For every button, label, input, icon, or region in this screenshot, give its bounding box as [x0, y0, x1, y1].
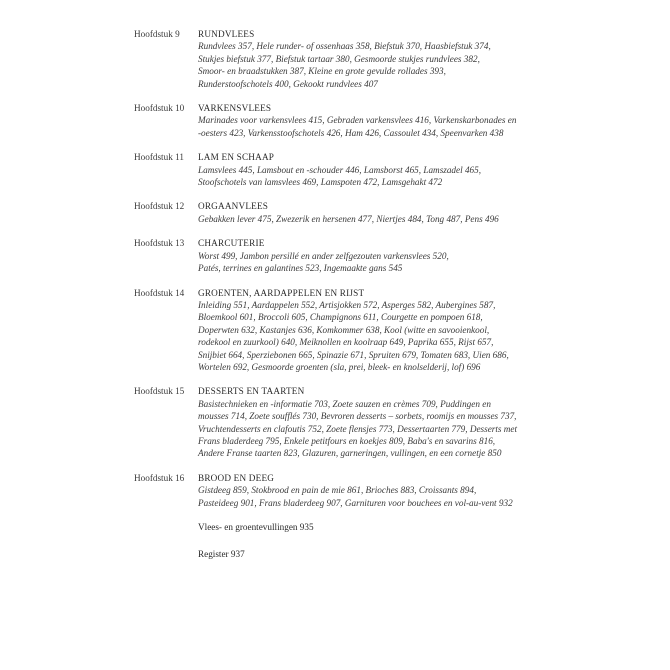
- chapter-body: [198, 151, 520, 188]
- chapter-label: Hoofdstuk 14: [134, 287, 185, 298]
- chapter-line: Rundvlees 357, Hele runder- of ossenhaas 358, Biefstuk 370, Haasbiefstuk 374,: [198, 41, 491, 52]
- chapter-line: Andere Franse taarten 823, Glazuren, garneringen, vullingen, en een cornetje 850: [198, 448, 502, 459]
- chapter-body: [198, 102, 520, 139]
- chapter-body: [198, 28, 520, 90]
- chapter-12: [0, 200, 670, 225]
- chapter-line: Vruchtendesserts en clafoutis 752, Zoete flensjes 773, Dessertaarten 779, Desserts met: [198, 423, 518, 434]
- chapter-line: Wortelen 692, Gesmoorde groenten (sla, prei, bleek- en knolselderij, lof) 696: [198, 361, 481, 372]
- chapter-body: [198, 385, 520, 459]
- fillings-entry: Vlees- en groentevullingen 935: [198, 522, 314, 532]
- chapter-label: Hoofdstuk 15: [134, 386, 185, 397]
- chapter-line: Lamsvlees 445, Lamsbout en -schouder 446, Lamsborst 465, Lamszadel 465,: [198, 164, 482, 175]
- chapter-title: CHARCUTERIE: [198, 238, 265, 249]
- chapter-line: Patés, terrines en galantines 523, Ingemaakte gans 545: [198, 263, 403, 274]
- chapter-line: Doperwten 632, Kastanjes 636, Komkommer 638, Kool (witte en savooienkool,: [198, 324, 490, 335]
- chapter-title: VARKENSVLEES: [198, 103, 272, 114]
- chapter-title: DESSERTS EN TAARTEN: [198, 386, 305, 397]
- chapter-line: Snijbiet 664, Sperziebonen 665, Spinazie 671, Spruiten 679, Tomaten 683, Uien 686,: [198, 349, 509, 360]
- chapter-line: Runderstoofschotels 400, Gekookt rundvlees 407: [198, 78, 378, 89]
- chapter-title: ORGAANVLEES: [198, 201, 269, 212]
- chapter-label: Hoofdstuk 16: [134, 472, 185, 483]
- register-entry: Register 937: [198, 549, 245, 560]
- chapter-label: Hoofdstuk 12: [134, 201, 185, 212]
- chapter-line: Marinades voor varkensvlees 415, Gebraden varkensvlees 416, Varkenskarbonades en: [198, 115, 517, 126]
- chapter-9: [0, 28, 670, 90]
- chapter-10: [0, 102, 670, 139]
- chapter-body: [198, 237, 520, 274]
- chapter-line: mousses 714, Zoete soufflés 730, Bevroren desserts – sorbets, roomijs en mousses 737,: [198, 411, 517, 422]
- chapter-label: Hoofdstuk 10: [134, 103, 185, 114]
- chapter-label: Hoofdstuk 13: [134, 238, 185, 249]
- chapter-line: Stukjes biefstuk 377, Biefstuk tartaar 380, Gesmoorde stukjes rundvlees 382,: [198, 53, 480, 64]
- chapter-line: Basistechnieken en -informatie 703, Zoete sauzen en crèmes 709, Puddingen en: [198, 398, 491, 409]
- chapter-title: RUNDVLEES: [198, 29, 255, 39]
- chapter-line: Stoofschotels van lamsvlees 469, Lamspoten 472, Lamsgehakt 472: [198, 177, 443, 188]
- chapter-11: [0, 151, 670, 188]
- chapter-line: Gebakken lever 475, Zwezerik en hersenen 477, Niertjes 484, Tong 487, Pens 496: [198, 213, 499, 224]
- chapter-title: BROOD EN DEEG: [198, 472, 275, 483]
- chapter-13: [0, 237, 670, 274]
- chapter-15: [0, 385, 670, 459]
- chapter-line: Gistdeeg 859, Stokbrood en pain de mie 861, Brioches 883, Croissants 894,: [198, 485, 477, 496]
- chapter-line: Smoor- en braadstukken 387, Kleine en grote gevulde rollades 393,: [198, 66, 446, 77]
- chapter-14: [0, 287, 670, 374]
- chapter-title: GROENTEN, AARDAPPELEN EN RIJST: [198, 287, 365, 298]
- chapter-line: Frans bladerdeeg 795, Enkele petitfours en koekjes 809, Baba's en savarins 816,: [198, 435, 496, 446]
- chapter-body: [198, 287, 520, 374]
- chapter-label: Hoofdstuk 11: [134, 152, 184, 163]
- chapter-line: Bloemkool 601, Broccoli 605, Champignons 611, Courgette en pompoen 618,: [198, 312, 483, 323]
- chapter-line: Worst 499, Jambon persillé en ander zelfgezouten varkensvlees 520,: [198, 250, 449, 261]
- chapter-16: [0, 472, 670, 509]
- chapter-body: [198, 472, 520, 509]
- chapter-line: rodekool en zuurkool) 640, Meiknollen en koolraap 649, Paprika 655, Rijst 657,: [198, 337, 494, 348]
- table-of-contents: [0, 28, 670, 576]
- chapter-title: LAM EN SCHAAP: [198, 152, 275, 163]
- chapter-line: Inleiding 551, Aardappelen 552, Artisjokken 572, Asperges 582, Aubergines 587,: [198, 299, 496, 310]
- chapter-line: Pasteideeg 901, Frans bladerdeeg 907, Garnituren voor bouchees en vol-au-vent 932: [198, 497, 513, 508]
- chapter-body: [198, 200, 520, 225]
- chapter-line: -oesters 423, Varkensstoofschotels 426, Ham 426, Cassoulet 434, Speenvarken 438: [198, 127, 504, 138]
- chapter-label: Hoofdstuk 9: [134, 29, 180, 39]
